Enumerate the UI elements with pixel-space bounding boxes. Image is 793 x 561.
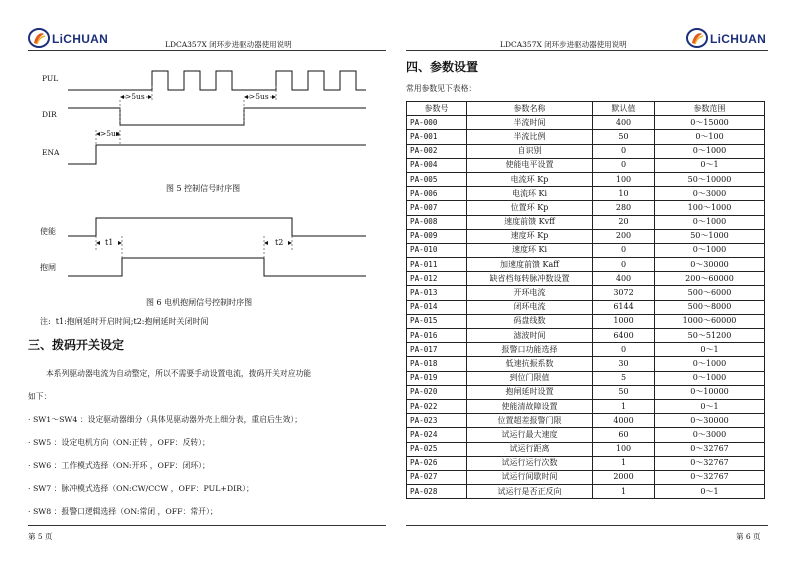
fig6-caption: 图 6 电机抱闸信号控制时序图 bbox=[146, 298, 253, 307]
param-range: 0～1 bbox=[655, 399, 765, 413]
param-default: 0 bbox=[593, 258, 655, 272]
fig5-annotation-2: >5us bbox=[249, 92, 269, 101]
param-header-range: 参数范围 bbox=[655, 102, 765, 116]
param-name: 试运行间歇时间 bbox=[467, 470, 593, 484]
table-row bbox=[407, 144, 765, 158]
param-range: 0～10000 bbox=[655, 385, 765, 399]
section3-bullet-2: · SW5 ：设定电机方向（ON:正转 ，OFF：反转）； bbox=[28, 438, 210, 447]
param-default: 1 bbox=[593, 485, 655, 499]
param-name: 电流环 Kp bbox=[467, 172, 593, 186]
param-id: PA-015 bbox=[407, 314, 467, 328]
fig6-note: 注: t1:抱闸延时开启时间;t2:抱闸延时关闭时间 bbox=[40, 317, 209, 326]
lichuan-emblem-icon bbox=[686, 28, 708, 48]
param-default: 60 bbox=[593, 428, 655, 442]
param-default: 400 bbox=[593, 116, 655, 130]
left-footer-rule bbox=[28, 525, 386, 526]
param-range: 0～30000 bbox=[655, 258, 765, 272]
param-range: 0～1000 bbox=[655, 371, 765, 385]
table-row bbox=[407, 158, 765, 172]
param-default: 100 bbox=[593, 172, 655, 186]
param-id: PA-022 bbox=[407, 399, 467, 413]
fig6-enable-wave bbox=[68, 218, 366, 236]
param-default: 6400 bbox=[593, 329, 655, 343]
param-range: 500～8000 bbox=[655, 300, 765, 314]
table-row bbox=[407, 272, 765, 286]
param-name: 抱闸延时设置 bbox=[467, 385, 593, 399]
param-name: 半流比例 bbox=[467, 130, 593, 144]
table-row bbox=[407, 371, 765, 385]
param-range: 0～32767 bbox=[655, 442, 765, 456]
table-row bbox=[407, 229, 765, 243]
param-name: 电流环 Ki bbox=[467, 187, 593, 201]
param-id: PA-018 bbox=[407, 357, 467, 371]
fig5-annotation-3: >5us bbox=[100, 129, 120, 138]
param-id: PA-004 bbox=[407, 158, 467, 172]
param-range: 0～1000 bbox=[655, 215, 765, 229]
fig5-label-pul: PUL bbox=[42, 74, 59, 83]
param-id: PA-000 bbox=[407, 116, 467, 130]
param-default: 2000 bbox=[593, 470, 655, 484]
param-default: 100 bbox=[593, 442, 655, 456]
param-range: 50～51200 bbox=[655, 329, 765, 343]
param-name: 滤波时间 bbox=[467, 329, 593, 343]
table-row bbox=[407, 258, 765, 272]
section3-bullet-1: · SW1～SW4 ：设定驱动器细分（具体见驱动器外壳上细分表，重启后生效）； bbox=[28, 415, 303, 424]
table-row bbox=[407, 300, 765, 314]
param-id: PA-009 bbox=[407, 229, 467, 243]
param-range: 0～1000 bbox=[655, 243, 765, 257]
param-header-name: 参数名称 bbox=[467, 102, 593, 116]
param-id: PA-017 bbox=[407, 343, 467, 357]
param-id: PA-005 bbox=[407, 172, 467, 186]
table-row bbox=[407, 201, 765, 215]
param-header-id: 参数号 bbox=[407, 102, 467, 116]
table-row bbox=[407, 414, 765, 428]
section3-title: 三、拨码开关设定 bbox=[28, 338, 125, 352]
fig6-label-enable: 使能 bbox=[40, 227, 56, 236]
table-row bbox=[407, 187, 765, 201]
param-name: 试运行最大速度 bbox=[467, 428, 593, 442]
fig6-label-brake: 抱闸 bbox=[40, 263, 56, 272]
param-range: 500～6000 bbox=[655, 286, 765, 300]
table-row bbox=[407, 130, 765, 144]
param-id: PA-020 bbox=[407, 385, 467, 399]
table-row bbox=[407, 456, 765, 470]
param-name: 到位门限值 bbox=[467, 371, 593, 385]
param-range: 50～1000 bbox=[655, 229, 765, 243]
right-logo bbox=[686, 28, 768, 48]
param-default: 20 bbox=[593, 215, 655, 229]
param-id: PA-006 bbox=[407, 187, 467, 201]
param-default: 4000 bbox=[593, 414, 655, 428]
section4-title: 四、参数设置 bbox=[406, 60, 479, 74]
param-id: PA-024 bbox=[407, 428, 467, 442]
param-default: 400 bbox=[593, 272, 655, 286]
param-id: PA-007 bbox=[407, 201, 467, 215]
section4-intro: 常用参数见下表格： bbox=[406, 84, 477, 93]
param-id: PA-014 bbox=[407, 300, 467, 314]
right-header-title: LDCA357X 闭环步进驱动器使用说明 bbox=[500, 40, 627, 49]
param-name: 速度环 Ki bbox=[467, 243, 593, 257]
param-id: PA-010 bbox=[407, 243, 467, 257]
param-name: 缺省档每转脉冲数设置 bbox=[467, 272, 593, 286]
param-range: 0～1 bbox=[655, 158, 765, 172]
param-default: 0 bbox=[593, 243, 655, 257]
param-name: 码盘线数 bbox=[467, 314, 593, 328]
param-name: 自识别 bbox=[467, 144, 593, 158]
param-header-default: 默认值 bbox=[593, 102, 655, 116]
param-name: 使能清故障设置 bbox=[467, 399, 593, 413]
param-name: 加速度前馈 Kaff bbox=[467, 258, 593, 272]
fig6-timing-diagram bbox=[0, 0, 400, 300]
param-name: 试运行运行次数 bbox=[467, 456, 593, 470]
param-default: 280 bbox=[593, 201, 655, 215]
param-id: PA-023 bbox=[407, 414, 467, 428]
param-id: PA-001 bbox=[407, 130, 467, 144]
table-row bbox=[407, 442, 765, 456]
param-range: 100～1000 bbox=[655, 201, 765, 215]
param-default: 6144 bbox=[593, 300, 655, 314]
param-id: PA-011 bbox=[407, 258, 467, 272]
section3-bullet-5: · SW8 ：报警口逻辑选择（ON:常闭 ，OFF：常开）； bbox=[28, 507, 218, 516]
table-row bbox=[407, 329, 765, 343]
section3-para2: 如下： bbox=[28, 392, 52, 401]
param-name: 使能电平设置 bbox=[467, 158, 593, 172]
param-range: 0～3000 bbox=[655, 187, 765, 201]
param-name: 试运行是否正反向 bbox=[467, 485, 593, 499]
param-range: 0～15000 bbox=[655, 116, 765, 130]
fig5-label-ena: ENA bbox=[42, 148, 60, 157]
param-default: 1000 bbox=[593, 314, 655, 328]
fig6-annotation-t1: t1 bbox=[105, 238, 114, 247]
param-id: PA-016 bbox=[407, 329, 467, 343]
table-row bbox=[407, 215, 765, 229]
param-default: 0 bbox=[593, 343, 655, 357]
param-range: 50～10000 bbox=[655, 172, 765, 186]
fig5-label-dir: DIR bbox=[42, 110, 57, 119]
param-id: PA-002 bbox=[407, 144, 467, 158]
param-range: 0～1000 bbox=[655, 144, 765, 158]
param-range: 0～1 bbox=[655, 485, 765, 499]
param-default: 30 bbox=[593, 357, 655, 371]
param-id: PA-027 bbox=[407, 470, 467, 484]
param-name: 试运行距离 bbox=[467, 442, 593, 456]
param-default: 0 bbox=[593, 158, 655, 172]
left-brand-text: LiCHUAN bbox=[52, 32, 109, 46]
param-default: 0 bbox=[593, 144, 655, 158]
section3-bullet-3: · SW6 ：工作模式选择（ON:开环 ，OFF：闭环）； bbox=[28, 461, 210, 470]
right-footer-rule bbox=[406, 525, 768, 526]
table-row bbox=[407, 470, 765, 484]
param-default: 10 bbox=[593, 187, 655, 201]
table-row bbox=[407, 286, 765, 300]
param-default: 50 bbox=[593, 385, 655, 399]
param-default: 3072 bbox=[593, 286, 655, 300]
param-id: PA-019 bbox=[407, 371, 467, 385]
param-default: 200 bbox=[593, 229, 655, 243]
param-table-header-row bbox=[407, 102, 765, 116]
table-row bbox=[407, 172, 765, 186]
left-header-title: LDCA357X 闭环步进驱动器使用说明 bbox=[165, 40, 292, 49]
param-name: 闭环电流 bbox=[467, 300, 593, 314]
right-brand-text: LiCHUAN bbox=[710, 32, 767, 46]
param-default: 1 bbox=[593, 399, 655, 413]
table-row bbox=[407, 116, 765, 130]
param-default: 5 bbox=[593, 371, 655, 385]
table-row bbox=[407, 343, 765, 357]
param-id: PA-013 bbox=[407, 286, 467, 300]
param-range: 0～100 bbox=[655, 130, 765, 144]
param-id: PA-028 bbox=[407, 485, 467, 499]
param-range: 200～60000 bbox=[655, 272, 765, 286]
table-row bbox=[407, 428, 765, 442]
table-row bbox=[407, 485, 765, 499]
table-row bbox=[407, 243, 765, 257]
param-name: 报警口功能选择 bbox=[467, 343, 593, 357]
fig6-annotation-t2: t2 bbox=[275, 238, 284, 247]
param-default: 1 bbox=[593, 456, 655, 470]
fig5-annotation-1: >5us bbox=[125, 92, 145, 101]
param-default: 50 bbox=[593, 130, 655, 144]
param-name: 速度环 Kp bbox=[467, 229, 593, 243]
section3-bullet-4: · SW7 ：脉冲模式选择（ON:CW/CCW ，OFF：PUL+DIR）； bbox=[28, 484, 254, 493]
left-page-number: 第 5 页 bbox=[28, 532, 53, 541]
table-row bbox=[407, 385, 765, 399]
param-table bbox=[406, 101, 765, 499]
param-range: 0～32767 bbox=[655, 456, 765, 470]
table-row bbox=[407, 357, 765, 371]
param-range: 0～30000 bbox=[655, 414, 765, 428]
fig6-brake-wave bbox=[68, 258, 366, 276]
param-range: 1000～60000 bbox=[655, 314, 765, 328]
param-id: PA-012 bbox=[407, 272, 467, 286]
param-name: 低速抗振系数 bbox=[467, 357, 593, 371]
param-name: 速度前馈 Kvff bbox=[467, 215, 593, 229]
table-row bbox=[407, 314, 765, 328]
param-id: PA-026 bbox=[407, 456, 467, 470]
param-range: 0～3000 bbox=[655, 428, 765, 442]
table-row bbox=[407, 399, 765, 413]
param-id: PA-025 bbox=[407, 442, 467, 456]
right-page-number: 第 6 页 bbox=[736, 532, 761, 541]
param-range: 0～1000 bbox=[655, 357, 765, 371]
param-range: 0～32767 bbox=[655, 470, 765, 484]
section3-para1: 本系列驱动器电流为自动整定，所以不需要手动设置电流，拨码开关对应功能 bbox=[46, 369, 312, 378]
param-name: 开环电流 bbox=[467, 286, 593, 300]
param-name: 半流时间 bbox=[467, 116, 593, 130]
right-header-rule bbox=[406, 50, 768, 51]
param-id: PA-008 bbox=[407, 215, 467, 229]
param-table-body bbox=[407, 116, 765, 499]
param-name: 位置超差报警门限 bbox=[467, 414, 593, 428]
fig5-caption: 图 5 控制信号时序图 bbox=[166, 184, 241, 193]
param-range: 0～1 bbox=[655, 343, 765, 357]
param-name: 位置环 Kp bbox=[467, 201, 593, 215]
